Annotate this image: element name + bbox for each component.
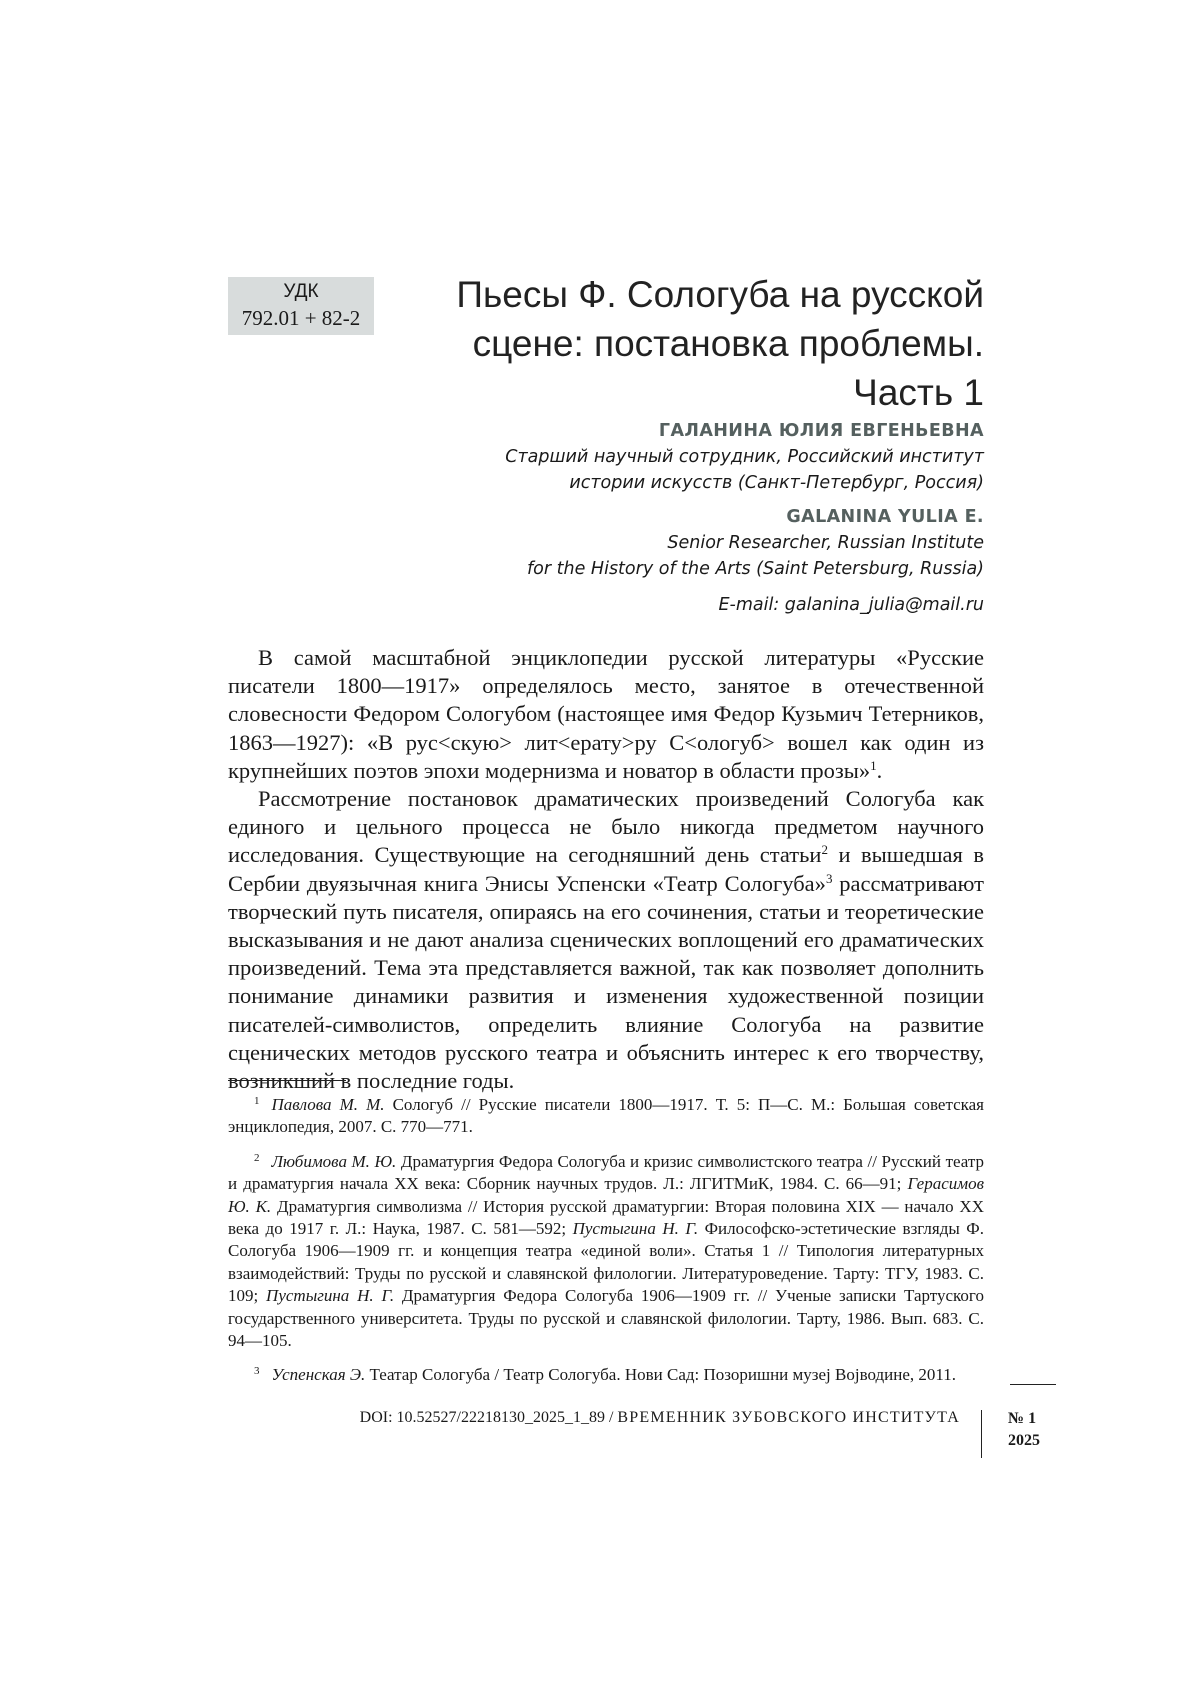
footer-separator [981, 1410, 982, 1458]
issue-info [1008, 1408, 1040, 1452]
footnote-divider [228, 1080, 346, 1081]
footnote-author: Герасимов Ю. К. [228, 1174, 984, 1216]
author-name-ru: ГАЛАНИНА ЮЛИЯ ЕВГЕНЬЕВНА [658, 421, 984, 441]
page-footer [340, 1408, 960, 1428]
footnote-text: Сологуб // Русские писатели 1800—1917. Т. 5: П—С. М.: Большая советская энциклопедия, 2007. С. 770—771. [228, 1095, 984, 1137]
affiliation-line: Старший научный сотрудник, Российский институт [505, 447, 984, 467]
footnote-ref[interactable]: 3 [825, 870, 833, 886]
journal-name: ВРЕМЕННИК ЗУБОВСКОГО ИНСТИТУТА [617, 1409, 960, 1426]
footnote-author: Успенская Э. [271, 1365, 366, 1385]
article-title [384, 270, 984, 417]
title-line: сцене: постановка проблемы. [472, 323, 984, 364]
issue-year: 2025 [1008, 1432, 1040, 1449]
footnote [228, 1360, 984, 1386]
footnote-text: Театар Сологуба / Театр Сологуба. Нови Сад: Позоришни музеј Војводине, 2011. [365, 1365, 957, 1385]
affiliation-line: Senior Researcher, Russian Institute [667, 533, 984, 553]
author-name-en: GALANINA YULIA E. [786, 507, 984, 527]
footnotes [228, 1090, 984, 1395]
footnote-number: 3 [254, 1365, 260, 1378]
footnote-ref[interactable]: 1 [870, 757, 877, 773]
footnote-text: Философско-эстетические взгляды Ф. Сологуба 1906—1909 гг. и концепция театра «единой воли». Статья 1 // Типология литературных взаимодействий: Труды по русской и славянской филологии. Литературоведение. Тарту: ТГУ, 1983. С. 109; [228, 1219, 984, 1306]
issue-number: № 1 [1008, 1410, 1037, 1427]
footnote-author: Пустыгина Н. Г. [572, 1219, 699, 1239]
issue-divider [1010, 1384, 1056, 1385]
body-paragraph [228, 644, 984, 785]
udk-label: УДК [283, 281, 319, 302]
udk-box [228, 277, 374, 335]
paragraph-text: и вышедшая в Сербии двуязычная книга Энисы Успенски «Театр Сологуба» [228, 842, 985, 896]
author-block [364, 418, 984, 618]
footnote-ref[interactable]: 2 [821, 842, 828, 858]
author-affiliation-ru [364, 444, 984, 496]
paragraph-text: Рассмотрение постановок драматических произведений Сологуба как единого и цельного процесса не было никогда предметом научного исследования. Существующие на сегодняшний день статьи [228, 786, 984, 868]
footnote-text: Драматургия Федора Сологуба 1906—1909 гг. // Ученые записки Тартуского государственного университета. Труды по русской и славянской филологии. Тарту, 1986. Вып. 683. С. 94—105. [228, 1286, 984, 1351]
footnote-text: Драматургия Федора Сологуба и кризис символистского театра // Русский театр и драматургия начала XX века: Сборник научных трудов. Л.: ЛГИТМиК, 1984. С. 66—91; [228, 1151, 984, 1194]
footnote-number: 1 [254, 1095, 260, 1107]
author-email: E-mail: galanina_julia@mail.ru [718, 595, 984, 615]
footnote-number: 2 [254, 1151, 260, 1164]
paragraph-text: . [876, 757, 883, 783]
affiliation-line: истории искусств (Санкт-Петербург, Россия) [569, 473, 984, 493]
paragraph-text: В самой масштабной энциклопедии русской литературы «Русские писатели 1800—1917» определялось место, занятое в отечественной словесности Федором Сологубом (настоящее имя Федор Кузьмич Тетерников, 1863—1927): «В рус<скую> лит<ерату>ру С<ологуб> вошел как один из крупнейших поэтов эпохи модернизма и новатор в области прозы» [228, 645, 984, 783]
footnote-author: Любимова М. Ю. [271, 1151, 397, 1171]
paragraph-text: рассматривают творческий путь писателя, опираясь на его сочинения, статьи и теоретические высказывания и не дают анализа сценических воплощений его драматических произведений. Тема эта представляется важной, так как позволяет дополнить понимание динамики развития и изменения художественной позиции писателей-символистов, определить влияние Сологуба на развитие сценических методов русского театра и объяснить интерес к его творчеству, возникший в последние годы. [228, 870, 985, 1094]
footnote-text: Драматургия символизма // История русской драматургии: Вторая половина XIX — начало XX века до 1917 г. Л.: Наука, 1987. С. 581—592; [228, 1196, 984, 1239]
author-affiliation-en [364, 530, 984, 582]
body-paragraph [228, 785, 984, 1095]
footnote-author: Павлова М. М. [271, 1095, 385, 1114]
footnote-author: Пустыгина Н. Г. [266, 1286, 395, 1306]
footnote [228, 1090, 984, 1139]
affiliation-line: for the History of the Arts (Saint Petersburg, Russia) [527, 559, 984, 579]
article-body [228, 644, 984, 1095]
doi[interactable]: DOI: 10.52527/22218130_2025_1_89 / [359, 1409, 618, 1426]
footnote [228, 1147, 984, 1353]
title-line: Пьесы Ф. Сологуба на русской [456, 274, 984, 315]
title-line: Часть 1 [853, 372, 984, 413]
udk-code: 792.01 + 82-2 [241, 306, 361, 330]
